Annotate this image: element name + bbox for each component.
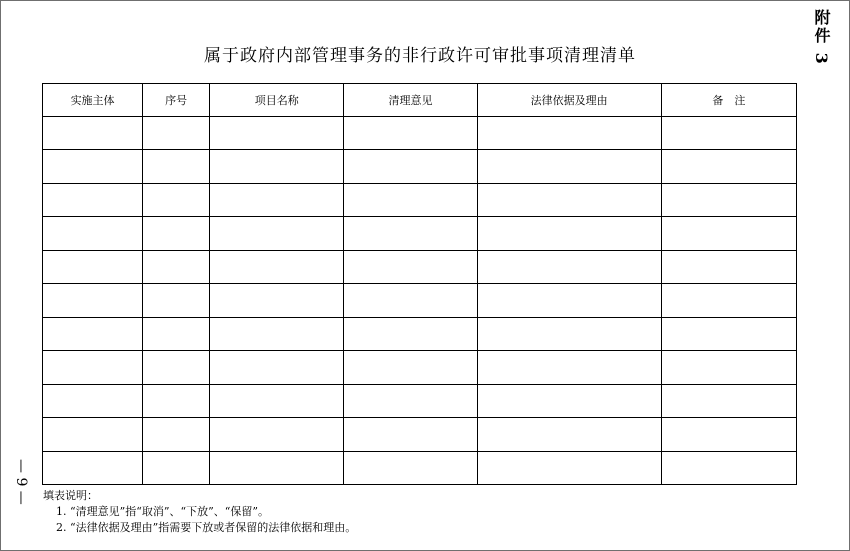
table-cell — [344, 317, 477, 350]
table-cell — [210, 317, 344, 350]
table-cell — [210, 250, 344, 283]
note-item: 1. “清理意见”指“取消”、“下放”、“保留”。 — [56, 505, 269, 518]
table-row — [43, 150, 797, 183]
table-cell — [477, 150, 661, 183]
table-cell — [344, 217, 477, 250]
table-cell — [210, 183, 344, 216]
table-cell — [210, 150, 344, 183]
table-cell — [344, 117, 477, 150]
table-row — [43, 451, 797, 484]
table-cell — [43, 451, 143, 484]
table-cell — [477, 451, 661, 484]
table-cell — [477, 117, 661, 150]
table-cell — [661, 384, 796, 417]
table-body — [43, 117, 797, 485]
header-clearance-opinion: 清理意见 — [344, 84, 477, 117]
table-cell — [43, 351, 143, 384]
table-header-row — [43, 84, 797, 117]
header-legal-basis: 法律依据及理由 — [477, 84, 661, 117]
table-cell — [477, 217, 661, 250]
table-cell — [477, 384, 661, 417]
table-cell — [344, 250, 477, 283]
table-cell — [661, 250, 796, 283]
table-cell — [661, 317, 796, 350]
table-cell — [210, 217, 344, 250]
table-cell — [661, 117, 796, 150]
table-cell — [477, 250, 661, 283]
table-cell — [143, 150, 210, 183]
table-cell — [210, 351, 344, 384]
table-cell — [661, 451, 796, 484]
table-cell — [43, 117, 143, 150]
header-item-name: 项目名称 — [210, 84, 344, 117]
table-cell — [143, 117, 210, 150]
header-implementing-body: 实施主体 — [43, 84, 143, 117]
table-cell — [477, 317, 661, 350]
table-cell — [43, 250, 143, 283]
table-cell — [344, 150, 477, 183]
table-cell — [477, 183, 661, 216]
table-cell — [661, 351, 796, 384]
page-number: — 9 — — [13, 459, 29, 505]
table-cell — [143, 217, 210, 250]
table-cell — [143, 418, 210, 451]
clearance-list-table — [42, 83, 797, 485]
table-cell — [43, 418, 143, 451]
table-row — [43, 117, 797, 150]
table-cell — [344, 384, 477, 417]
header-remarks: 备 注 — [661, 84, 796, 117]
table-cell — [344, 451, 477, 484]
table-row — [43, 284, 797, 317]
table-cell — [143, 183, 210, 216]
table-cell — [143, 384, 210, 417]
document-title: 属于政府内部管理事务的非行政许可审批事项清理清单 — [204, 46, 636, 66]
table-cell — [143, 284, 210, 317]
table-cell — [43, 217, 143, 250]
table-row — [43, 183, 797, 216]
note-item: 2. “法律依据及理由”指需要下放或者保留的法律依据和理由。 — [56, 521, 357, 534]
table-cell — [661, 183, 796, 216]
table-cell — [344, 418, 477, 451]
table-row — [43, 217, 797, 250]
table-cell — [344, 351, 477, 384]
table-cell — [210, 284, 344, 317]
fill-instructions — [43, 488, 356, 536]
table-cell — [661, 418, 796, 451]
table-cell — [43, 150, 143, 183]
header-serial-number: 序号 — [143, 84, 210, 117]
table-cell — [43, 284, 143, 317]
table-row — [43, 418, 797, 451]
table-cell — [661, 150, 796, 183]
table-row — [43, 384, 797, 417]
table-cell — [43, 183, 143, 216]
table-cell — [43, 317, 143, 350]
table-cell — [477, 351, 661, 384]
table-row — [43, 250, 797, 283]
table-cell — [143, 451, 210, 484]
table-cell — [210, 418, 344, 451]
table-cell — [344, 284, 477, 317]
table-cell — [477, 284, 661, 317]
table-cell — [477, 418, 661, 451]
table-row — [43, 317, 797, 350]
table-cell — [661, 284, 796, 317]
table-cell — [143, 250, 210, 283]
table-cell — [143, 317, 210, 350]
table-cell — [661, 217, 796, 250]
attachment-label: 附件 3 — [812, 9, 831, 66]
table-cell — [43, 384, 143, 417]
table-row — [43, 351, 797, 384]
table-cell — [210, 117, 344, 150]
table-cell — [143, 351, 210, 384]
table-cell — [210, 451, 344, 484]
table-cell — [210, 384, 344, 417]
table-cell — [344, 183, 477, 216]
notes-heading: 填表说明： — [43, 489, 98, 502]
